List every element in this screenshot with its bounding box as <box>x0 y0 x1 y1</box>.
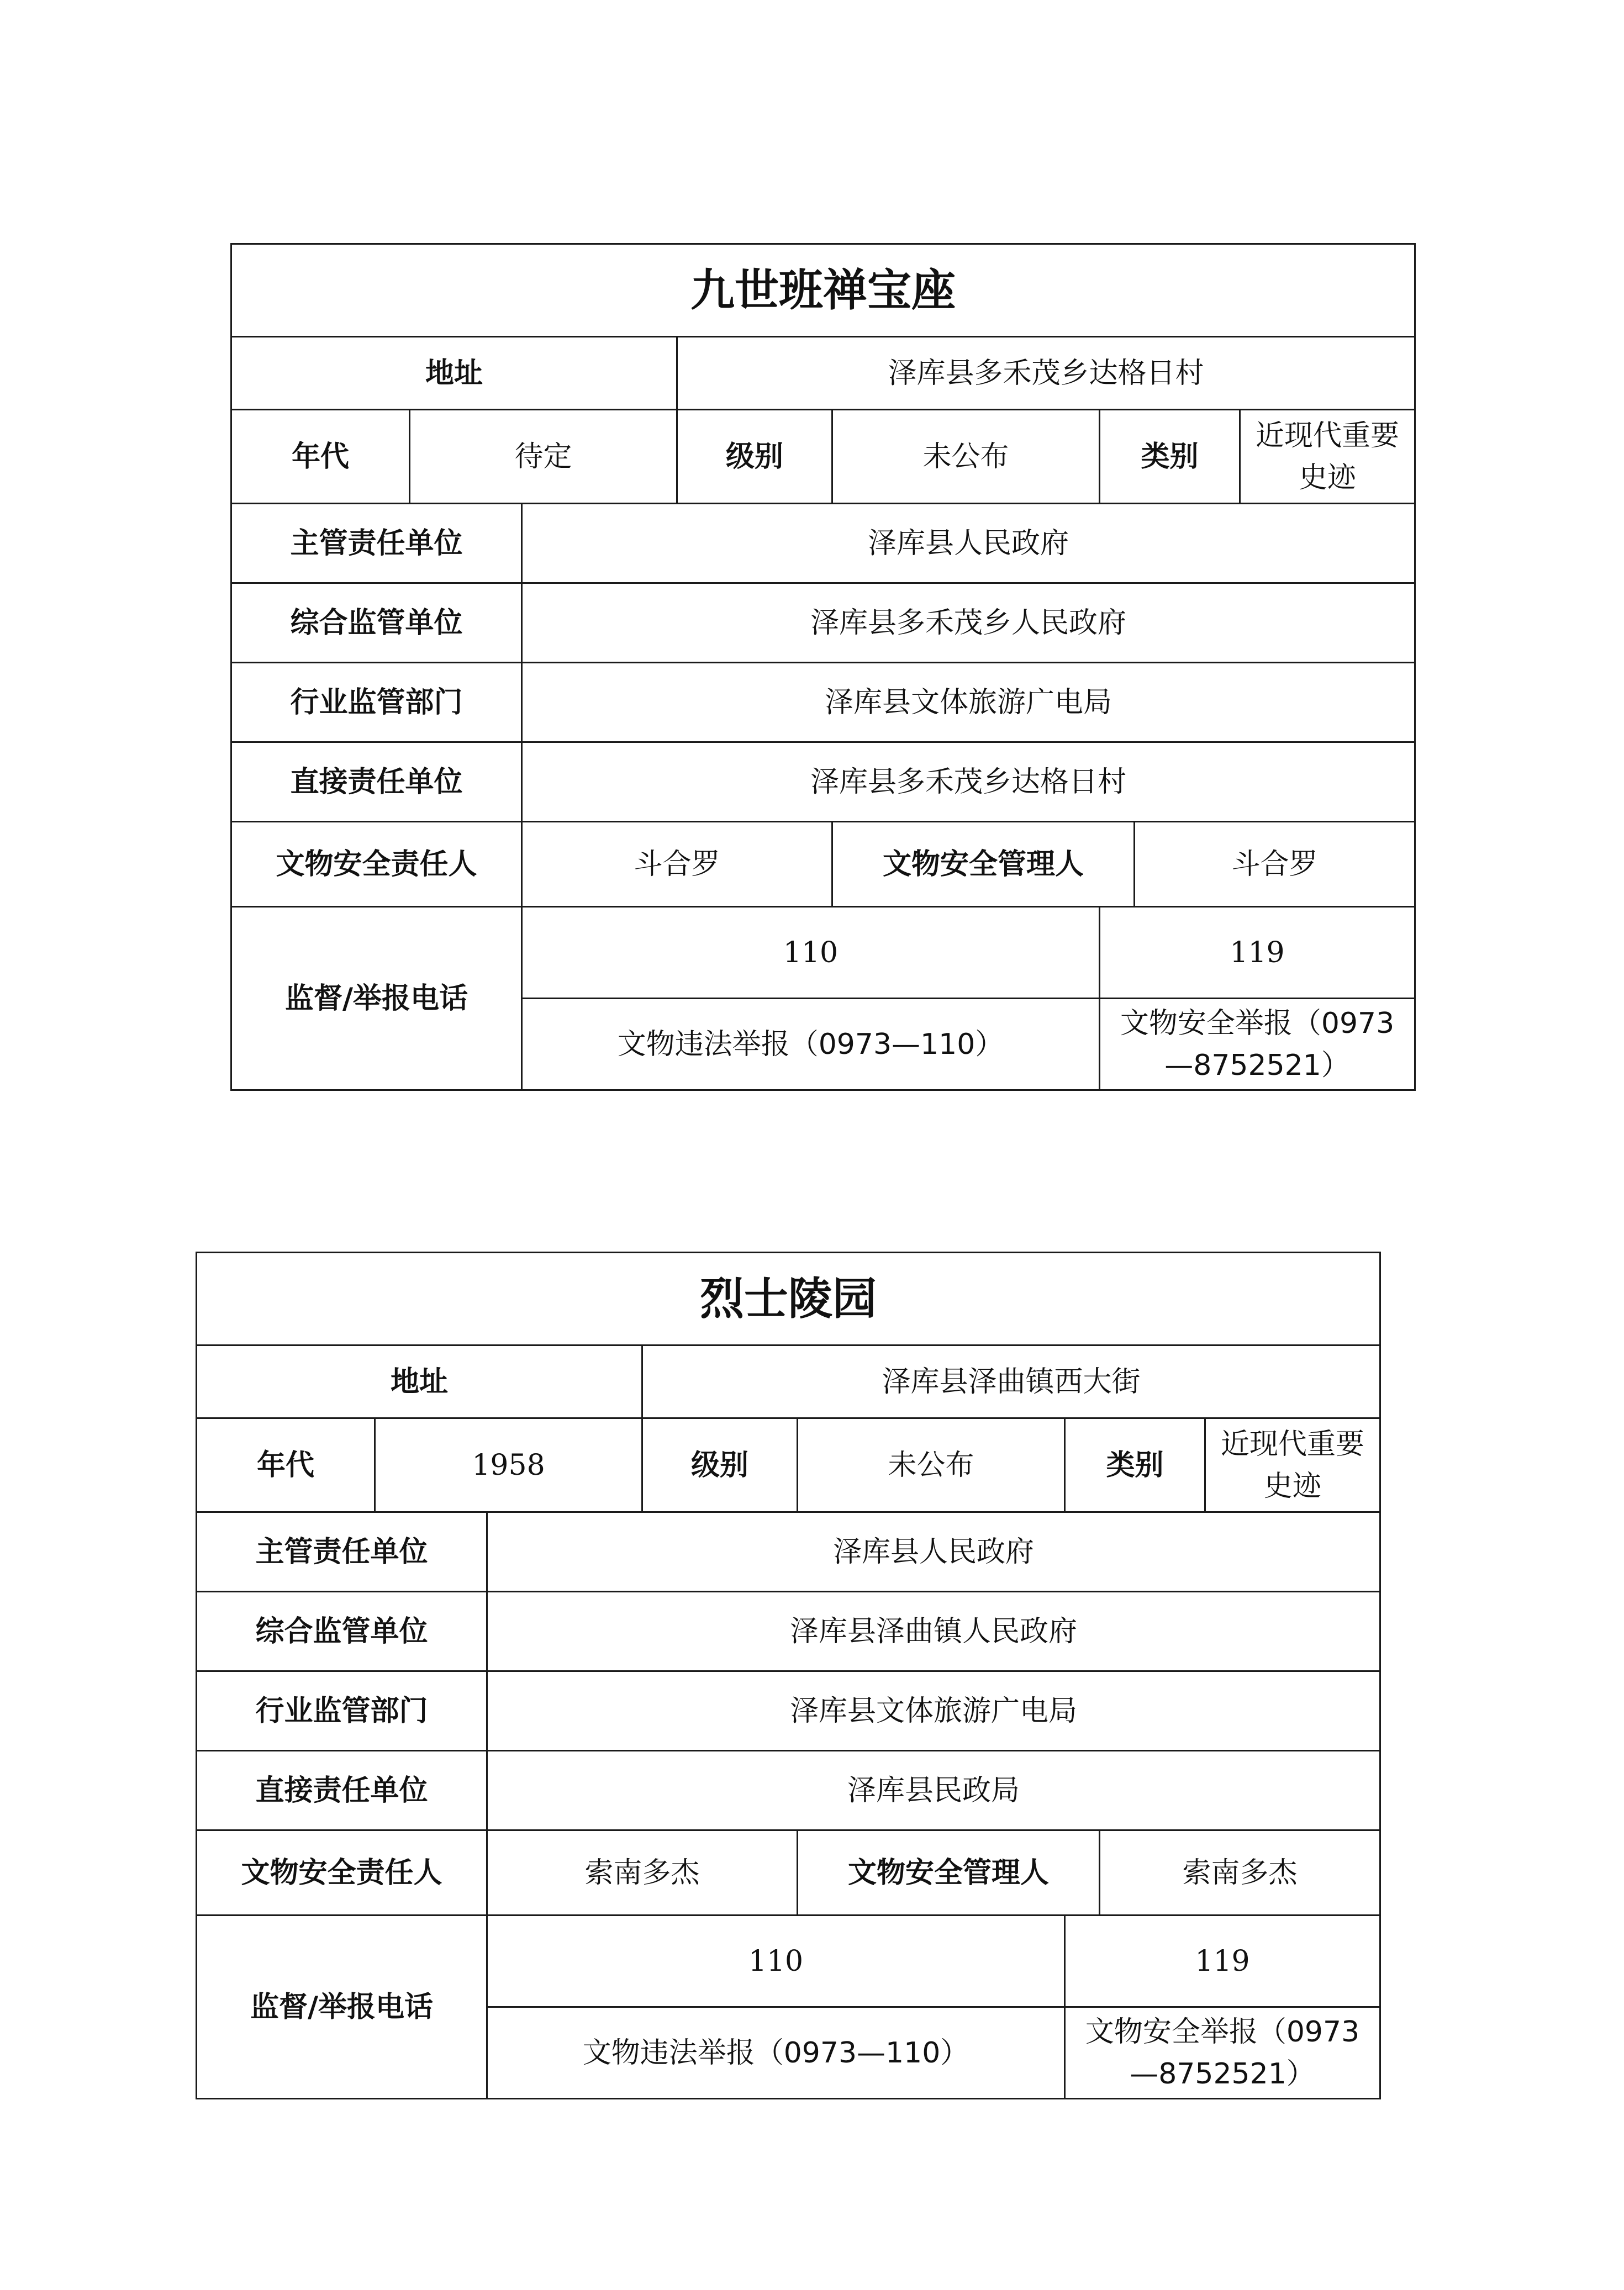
relic-info-table <box>196 1252 1381 2099</box>
direct-unit-label: 直接责任单位 <box>231 742 522 822</box>
address-value: 泽库县多禾茂乡达格日村 <box>677 337 1415 410</box>
comprehensive-unit-value: 泽库县泽曲镇人民政府 <box>487 1592 1380 1671</box>
phone-110: 110 <box>487 1916 1065 2007</box>
level-value: 未公布 <box>832 410 1100 504</box>
safety-manager-value: 索南多杰 <box>1100 1830 1380 1916</box>
direct-unit-label: 直接责任单位 <box>197 1751 487 1830</box>
phone-label: 监督/举报电话 <box>197 1916 487 2099</box>
comprehensive-unit-value: 泽库县多禾茂乡人民政府 <box>522 583 1415 663</box>
supervisor-unit-value: 泽库县人民政府 <box>522 504 1415 583</box>
address-label: 地址 <box>231 337 677 410</box>
category-label: 类别 <box>1100 410 1240 504</box>
address-value: 泽库县泽曲镇西大街 <box>642 1345 1380 1418</box>
relic-info-table <box>230 243 1416 1091</box>
comprehensive-unit-label: 综合监管单位 <box>197 1592 487 1671</box>
safety-manager-label: 文物安全管理人 <box>798 1830 1100 1916</box>
report-illegal: 文物违法举报（0973—110） <box>522 999 1100 1090</box>
supervisor-unit-label: 主管责任单位 <box>197 1512 487 1592</box>
direct-unit-value: 泽库县民政局 <box>487 1751 1380 1830</box>
address-label: 地址 <box>197 1345 642 1418</box>
level-label: 级别 <box>642 1418 798 1512</box>
era-value: 待定 <box>410 410 677 504</box>
era-label: 年代 <box>231 410 410 504</box>
direct-unit-value: 泽库县多禾茂乡达格日村 <box>522 742 1415 822</box>
era-label: 年代 <box>197 1418 375 1512</box>
comprehensive-unit-label: 综合监管单位 <box>231 583 522 663</box>
phone-119: 119 <box>1100 907 1415 999</box>
level-label: 级别 <box>677 410 832 504</box>
safety-manager-value: 斗合罗 <box>1135 822 1415 907</box>
report-safety: 文物安全举报（0973—8752521） <box>1065 2007 1380 2099</box>
category-label: 类别 <box>1065 1418 1205 1512</box>
level-value: 未公布 <box>798 1418 1065 1512</box>
safety-responsible-value: 斗合罗 <box>522 822 832 907</box>
safety-responsible-label: 文物安全责任人 <box>231 822 522 907</box>
phone-119: 119 <box>1065 1916 1380 2007</box>
report-safety: 文物安全举报（0973—8752521） <box>1100 999 1415 1090</box>
industry-dept-label: 行业监管部门 <box>197 1671 487 1751</box>
safety-manager-label: 文物安全管理人 <box>832 822 1135 907</box>
category-value: 近现代重要史迹 <box>1240 410 1415 504</box>
industry-dept-label: 行业监管部门 <box>231 663 522 742</box>
supervisor-unit-value: 泽库县人民政府 <box>487 1512 1380 1592</box>
phone-110: 110 <box>522 907 1100 999</box>
relic-card-1 <box>230 243 1416 1091</box>
supervisor-unit-label: 主管责任单位 <box>231 504 522 583</box>
industry-dept-value: 泽库县文体旅游广电局 <box>487 1671 1380 1751</box>
era-value: 1958 <box>375 1418 642 1512</box>
report-illegal: 文物违法举报（0973—110） <box>487 2007 1065 2099</box>
industry-dept-value: 泽库县文体旅游广电局 <box>522 663 1415 742</box>
relic-card-2 <box>196 1252 1381 2099</box>
site-title: 烈士陵园 <box>197 1253 1380 1345</box>
category-value: 近现代重要史迹 <box>1205 1418 1380 1512</box>
safety-responsible-label: 文物安全责任人 <box>197 1830 487 1916</box>
phone-label: 监督/举报电话 <box>231 907 522 1090</box>
site-title: 九世班禅宝座 <box>231 244 1415 337</box>
safety-responsible-value: 索南多杰 <box>487 1830 798 1916</box>
